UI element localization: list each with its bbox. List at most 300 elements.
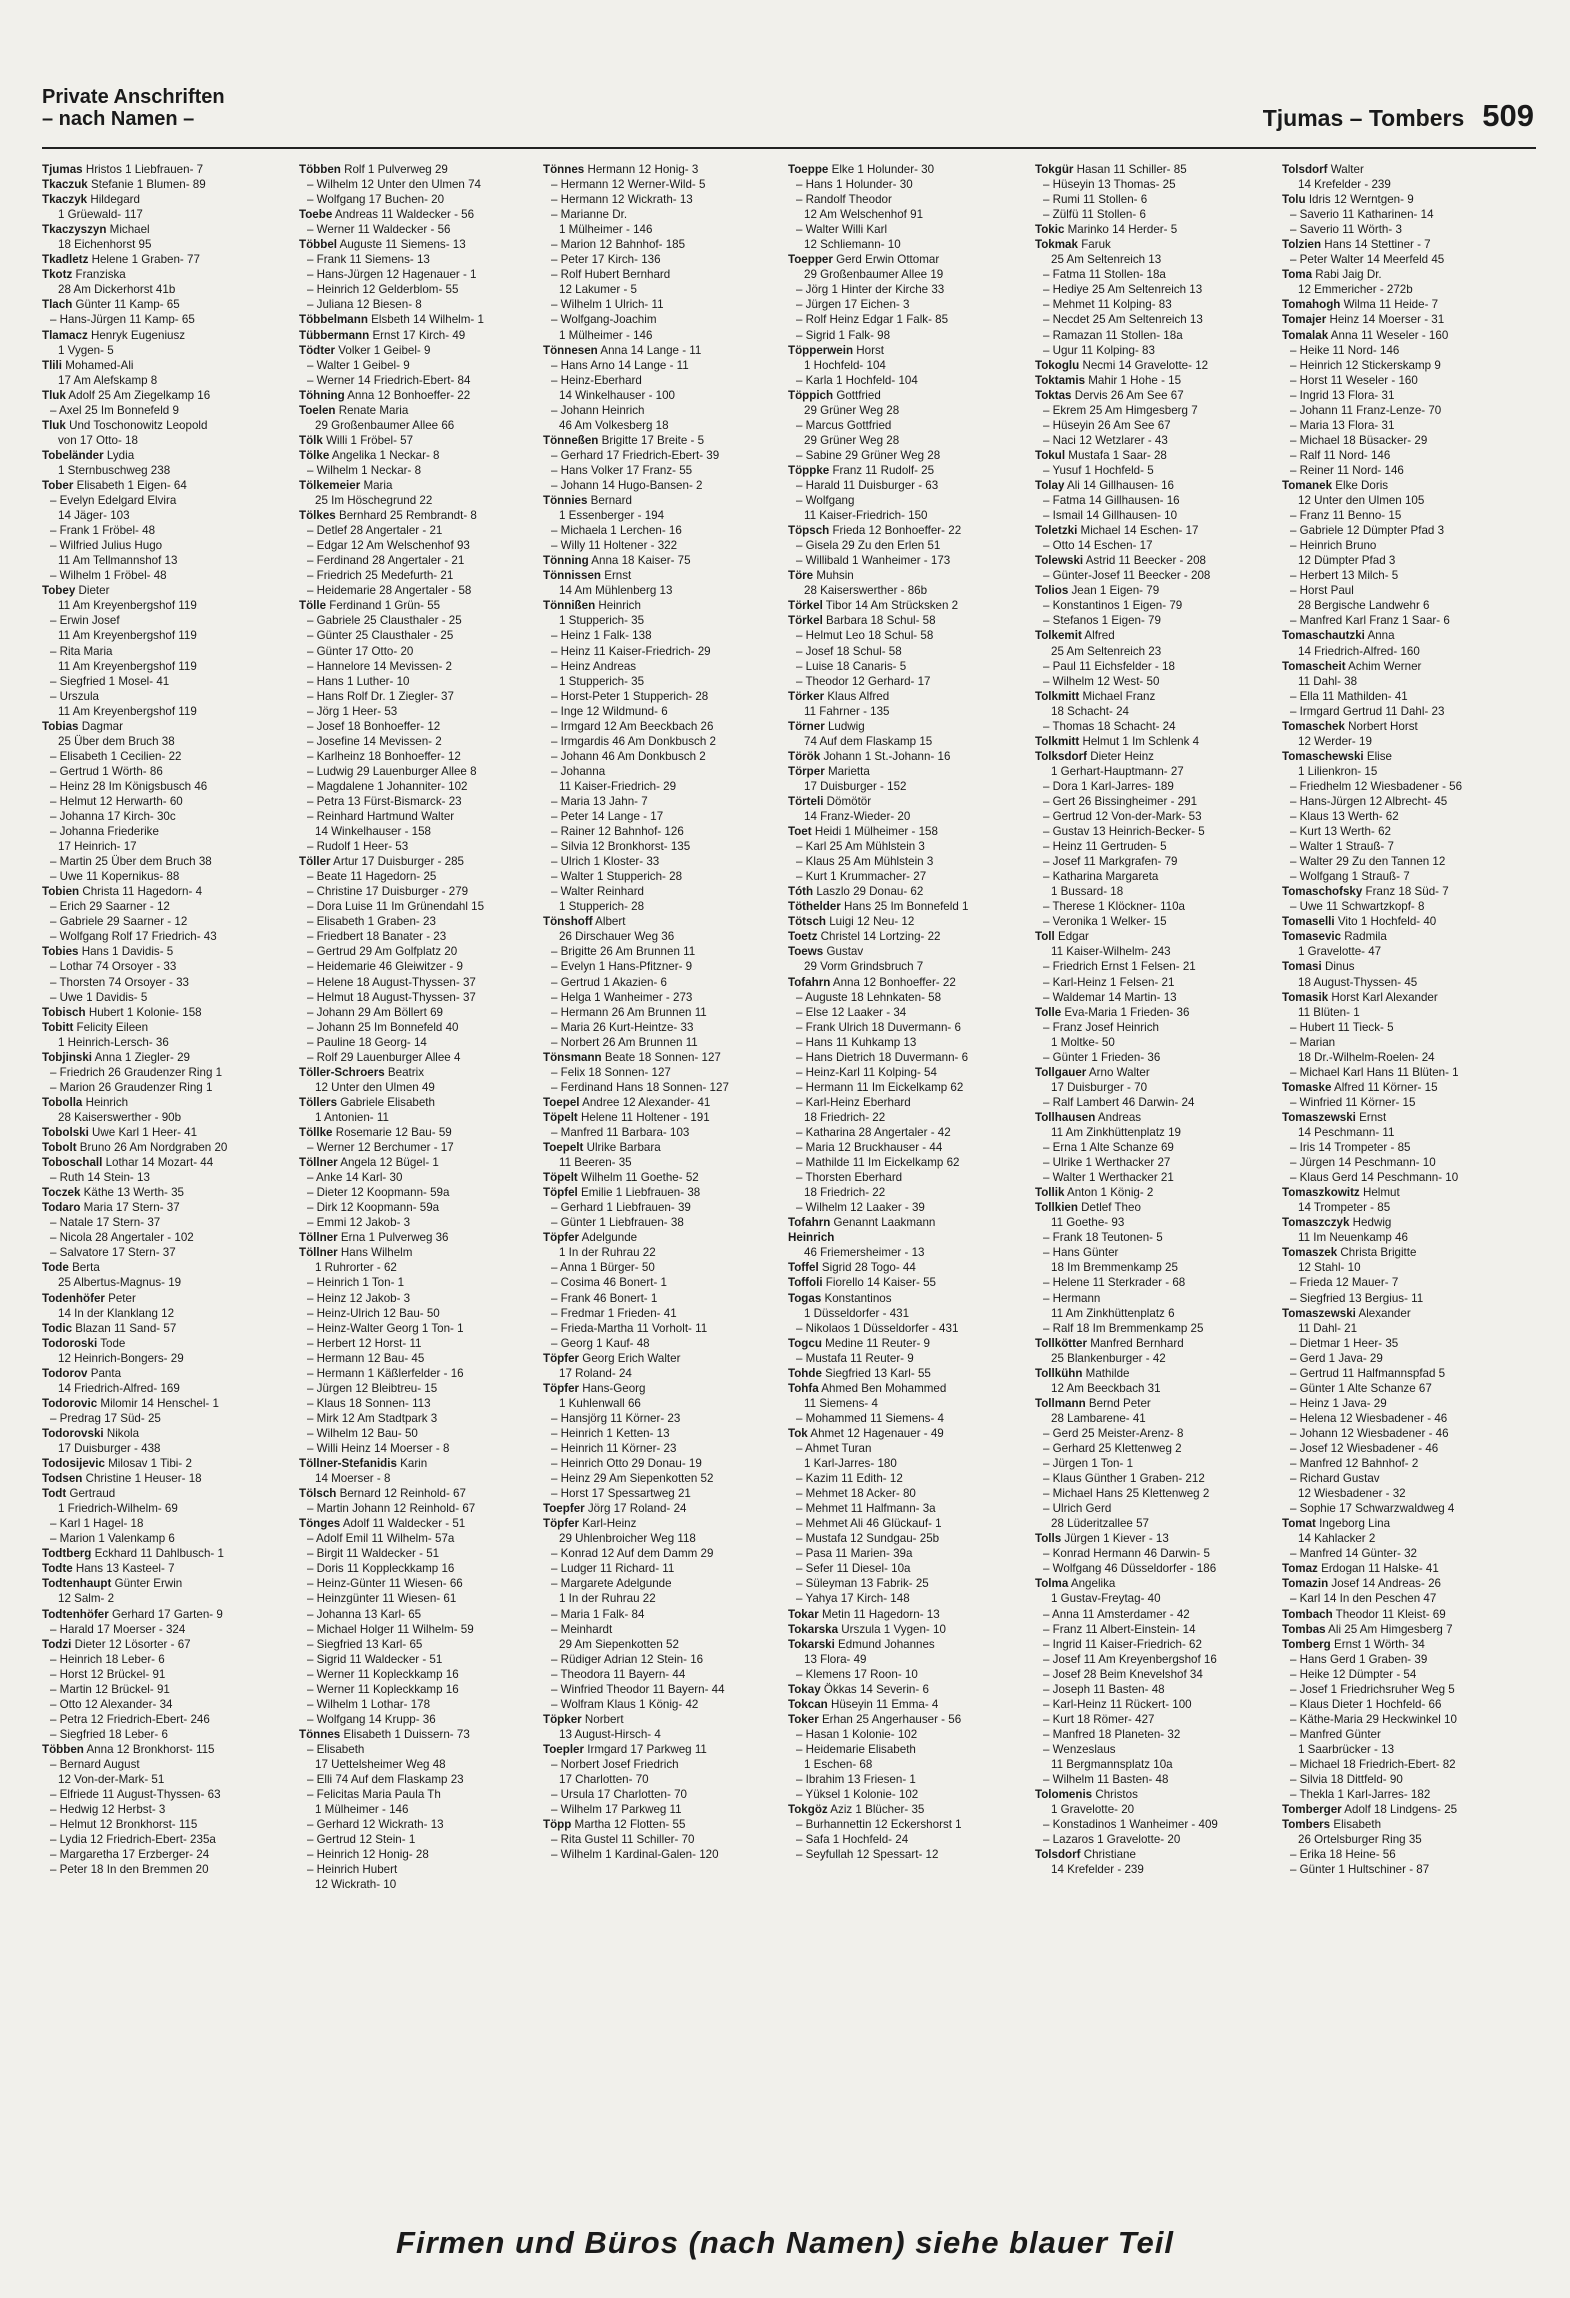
directory-entry: Tübbermann Ernst 17 Kirch- 49	[299, 328, 466, 342]
directory-entry: – Hasan 1 Kolonie- 102	[796, 1727, 918, 1741]
directory-entry: – Gert 26 Bissingheimer - 291	[1043, 794, 1198, 808]
directory-entry: – Wilhelm 12 Bau- 50	[307, 1426, 418, 1440]
directory-entry: – Peter 17 Kirch- 136	[551, 253, 661, 267]
section-title: Private Anschriften	[42, 86, 225, 108]
directory-entry: Tönnes Hermann 12 Honig- 3	[543, 163, 699, 176]
directory-entry: – Fatma 11 Stollen- 18a	[1043, 268, 1166, 282]
directory-entry: 11 Kaiser-Wilhelm- 243	[1051, 945, 1171, 959]
surname: Todorovic	[42, 1396, 98, 1410]
directory-entry: Tolksdorf Dieter Heinz	[1035, 749, 1154, 763]
surname: Tolay	[1035, 478, 1065, 492]
directory-entry: – Karla 1 Hochfeld- 104	[796, 373, 918, 387]
directory-entry: – Seyfullah 12 Spessart- 12	[796, 1848, 939, 1862]
directory-entry: 17 Am Alefskamp 8	[58, 373, 158, 387]
surname: Tönnies	[543, 494, 588, 508]
directory-entry: – Marian	[1290, 1035, 1336, 1049]
directory-entry: – Christine 17 Duisburger - 279	[307, 885, 469, 899]
directory-entry: Tjumas Hristos 1 Liebfrauen- 7	[42, 163, 204, 176]
directory-entry: Tokmak Faruk	[1035, 238, 1111, 252]
directory-entry: – Ferdinand 28 Angertaler - 21	[307, 554, 465, 568]
surname: Toktas	[1035, 388, 1072, 402]
directory-entry: Todaro Maria 17 Stern- 37	[42, 1201, 180, 1215]
surname: Tok	[788, 1426, 808, 1440]
directory-entry: – Gertrud 29 Am Golfplatz 20	[307, 945, 458, 959]
surname: Tolma	[1035, 1577, 1069, 1591]
directory-entry: Töthelder Hans 25 Im Bonnefeld 1	[788, 900, 969, 914]
directory-entry: – Richard Gustav	[1290, 1472, 1380, 1486]
directory-entry: – Thekla 1 Karl-Jarres- 182	[1290, 1788, 1431, 1802]
directory-entry: – Friedrich 25 Medefurth- 21	[307, 569, 454, 583]
directory-entry: – Josef 11 Am Kreyenbergshof 16	[1043, 1652, 1217, 1666]
directory-entry: 14 Moerser - 8	[315, 1472, 391, 1486]
directory-entry: Tokgür Hasan 11 Schiller- 85	[1035, 163, 1187, 176]
directory-entry: – Manfred Karl Franz 1 Saar- 6	[1290, 614, 1450, 628]
directory-entry: – Jürgen 1 Ton- 1	[1043, 1457, 1134, 1471]
surname: Tobjinski	[42, 1050, 93, 1064]
directory-entry: Törteli Dömötör	[788, 794, 872, 808]
directory-entry: 14 Kahlacker 2	[1298, 1532, 1376, 1546]
surname: Tolkmitt	[1035, 734, 1080, 748]
directory-entry: Todic Blazan 11 Sand- 57	[42, 1321, 177, 1335]
directory-entry: – Franz 11 Albert-Einstein- 14	[1043, 1622, 1196, 1636]
directory-entry: Tolomenis Christos	[1035, 1788, 1138, 1802]
directory-entry: – Hans Gerd 1 Graben- 39	[1290, 1652, 1428, 1666]
directory-entry: Többen Anna 12 Bronkhorst- 115	[42, 1742, 215, 1756]
directory-entry: – Dora 1 Karl-Jarres- 189	[1043, 779, 1174, 793]
directory-entry: – Friedrich Ernst 1 Felsen- 21	[1043, 960, 1196, 974]
directory-entry: 11 Am Tellmannshof 13	[58, 554, 178, 568]
directory-entry: – Ursula 17 Charlotten- 70	[551, 1788, 687, 1802]
directory-entry: – Gertrud 11 Halfmannspfad 5	[1290, 1366, 1446, 1380]
directory-entry: – Konstantinos 1 Eigen- 79	[1043, 599, 1183, 613]
directory-entry: – Petra 12 Friedrich-Ebert- 246	[50, 1712, 210, 1726]
surname: Tolkemit	[1035, 629, 1082, 643]
directory-entry: – Kazim 11 Edith- 12	[796, 1472, 903, 1486]
surname: Tölsch	[299, 1487, 337, 1501]
directory-entry: Tobias Dagmar	[42, 719, 123, 733]
directory-entry: 1 Stupperich- 28	[559, 900, 645, 914]
directory-entry: Tolu Idris 12 Werntgen- 9	[1282, 193, 1414, 207]
directory-entry: – Irmgard 12 Am Beeckbach 26	[551, 719, 714, 733]
directory-entry: Toet Heidi 1 Mülheimer - 158	[788, 825, 938, 839]
directory-entry: – Willibald 1 Wanheimer - 173	[796, 554, 951, 568]
directory-entry: 11 Blüten- 1	[1298, 1005, 1360, 1019]
directory-entry: – Margaretha 17 Erzberger- 24	[50, 1848, 210, 1862]
directory-entry: – Käthe-Maria 29 Heckwinkel 10	[1290, 1712, 1457, 1726]
directory-entry: Tölk Willi 1 Fröbel- 57	[299, 433, 414, 447]
surname: Tönning	[543, 554, 589, 568]
directory-entry: – Erwin Josef	[50, 614, 120, 628]
surname: Tollkühn	[1035, 1366, 1083, 1380]
directory-entry: – Gerhard 25 Klettenweg 2	[1043, 1441, 1182, 1455]
directory-entry: Töpfer Hans-Georg	[543, 1381, 646, 1395]
surname: Todte	[42, 1562, 73, 1576]
directory-entry: Toll Edgar	[1035, 930, 1089, 944]
directory-entry: – Emmi 12 Jakob- 3	[307, 1216, 411, 1230]
directory-entry: – Ahmet Turan	[796, 1441, 872, 1455]
directory-entry: – Gerhard 17 Friedrich-Ebert- 39	[551, 448, 720, 462]
directory-entry: – Wilhelm 1 Lothar- 178	[307, 1697, 431, 1711]
directory-entry: Todt Gertraud	[42, 1487, 116, 1501]
directory-entry: – Sefer 11 Diesel- 10a	[796, 1562, 911, 1576]
directory-entry: Töllner Angela 12 Bügel- 1	[299, 1156, 439, 1170]
surname: Tölkemeier	[299, 478, 361, 492]
directory-entry: 11 Fahrner - 135	[804, 704, 890, 718]
directory-entry: Töpperwein Horst	[788, 343, 884, 357]
directory-entry: 11 Im Neuenkamp 46	[1298, 1231, 1408, 1245]
directory-entry: – Klaus Dieter 1 Hochfeld- 66	[1290, 1697, 1442, 1711]
surname: Tombers	[1282, 1818, 1331, 1832]
surname: Tönnesen	[543, 343, 598, 357]
directory-entry: – Johanna Friederike	[50, 825, 159, 839]
directory-entry: – Heinz-Karl 11 Kolping- 54	[796, 1065, 937, 1079]
directory-entry: 1 Gravelotte- 20	[1051, 1803, 1135, 1817]
surname: Tollmann	[1035, 1396, 1086, 1410]
directory-entry: – Werner 14 Friedrich-Ebert- 84	[307, 373, 471, 387]
directory-entry: Tönnissen Ernst	[543, 569, 632, 583]
surname: Tomascheit	[1282, 659, 1346, 673]
surname: Töpelt	[543, 1110, 578, 1124]
directory-entry: – Urszula	[50, 689, 99, 703]
directory-entry: – Günter 25 Clausthaler - 25	[307, 629, 454, 643]
directory-entry: – Heinrich Bruno	[1290, 539, 1377, 553]
directory-entry: – Georg 1 Kauf- 48	[551, 1336, 650, 1350]
directory-entry: – Wilhelm 1 Neckar- 8	[307, 463, 422, 477]
directory-entry: – Uwe 1 Davidis- 5	[50, 990, 148, 1004]
directory-entry: 14 Jäger- 103	[58, 509, 130, 523]
directory-entry: Tomat Ingeborg Lina	[1282, 1517, 1391, 1531]
directory-entry: – Heinrich 12 Stickerskamp 9	[1290, 358, 1441, 372]
directory-entry: – Marion 12 Bahnhof- 185	[551, 238, 686, 252]
directory-entry: – Hansjörg 11 Körner- 23	[551, 1411, 681, 1425]
directory-entry: Toker Erhan 25 Angerhauser - 56	[788, 1712, 962, 1726]
directory-entry: – Johann Heinrich	[551, 403, 645, 417]
directory-entry: Tomasevic Radmila	[1282, 930, 1387, 944]
directory-entry: 11 Kaiser-Friedrich- 29	[559, 779, 677, 793]
surname: Tokarski	[788, 1637, 835, 1651]
directory-entry: – Paul 11 Eichsfelder - 18	[1043, 659, 1175, 673]
surname: Tolzien	[1282, 238, 1322, 252]
directory-entry: – Doris 11 Koppleckkamp 16	[307, 1562, 455, 1576]
directory-entry: – Mehmet Ali 46 Glückauf- 1	[796, 1517, 942, 1531]
directory-column	[42, 162, 282, 2177]
directory-entry: – Helmut Leo 18 Schul- 58	[796, 629, 934, 643]
directory-entry: – Otto 12 Alexander- 34	[50, 1697, 173, 1711]
surname: Tokay	[788, 1682, 821, 1696]
surname: Töllers	[299, 1095, 338, 1109]
directory-entry: – Walter Reinhard	[551, 885, 645, 899]
directory-entry: – Naci 12 Wetzlarer - 43	[1043, 433, 1168, 447]
surname: Tobeländer	[42, 448, 104, 462]
directory-entry: – Fatma 14 Gillhausen- 16	[1043, 494, 1180, 508]
directory-entry: Tomaschek Norbert Horst	[1282, 719, 1418, 733]
directory-entry: – Wilhelm 11 Basten- 48	[1043, 1773, 1169, 1787]
directory-entry: – Martin Johann 12 Reinhold- 67	[307, 1502, 476, 1516]
directory-entry: – Gabriele 25 Clausthaler - 25	[307, 614, 462, 628]
directory-column	[299, 162, 539, 2177]
directory-entry: 12 Wiesbadener - 32	[1298, 1487, 1406, 1501]
directory-entry: Tomaschofsky Franz 18 Süd- 7	[1282, 885, 1449, 899]
directory-columns	[42, 162, 1537, 2177]
directory-entry: 13 August-Hirsch- 4	[559, 1727, 661, 1741]
directory-entry: 18 August-Thyssen- 45	[1298, 975, 1418, 989]
directory-entry: Tokarski Edmund Johannes	[788, 1637, 935, 1651]
directory-entry: – Michael Holger 11 Wilhelm- 59	[307, 1622, 474, 1636]
directory-entry: – Ferdinand Hans 18 Sonnen- 127	[551, 1080, 729, 1094]
directory-entry: – Erich 29 Saarner - 12	[50, 900, 170, 914]
directory-entry: Tölke Angelika 1 Neckar- 8	[299, 448, 440, 462]
surname: Tönnes	[299, 1727, 341, 1741]
directory-entry: Tolzien Hans 14 Stettiner - 7	[1282, 238, 1431, 252]
directory-entry: Tomaselli Vito 1 Hochfeld- 40	[1282, 915, 1437, 929]
directory-entry: – Nicola 28 Angertaler - 102	[50, 1231, 194, 1245]
directory-entry: – Günter-Josef 11 Beecker - 208	[1043, 569, 1211, 583]
directory-entry: Toepfer Jörg 17 Roland- 24	[543, 1502, 687, 1516]
directory-entry: 17 Uettelsheimer Weg 48	[315, 1757, 446, 1771]
surname: Tomaske	[1282, 1080, 1332, 1094]
surname: Többen	[42, 1742, 84, 1756]
directory-entry: – Harald 17 Moerser - 324	[50, 1622, 186, 1636]
directory-entry: – Helga 1 Wanheimer - 273	[551, 990, 693, 1004]
directory-entry: Todzi Dieter 12 Lösorter - 67	[42, 1637, 191, 1651]
directory-entry: – Heinz 11 Kaiser-Friedrich- 29	[551, 644, 711, 658]
directory-entry: Toepler Irmgard 17 Parkweg 11	[543, 1742, 707, 1756]
directory-entry: 18 Schacht- 24	[1051, 704, 1129, 718]
directory-entry: 29 Großenbaumer Allee 66	[315, 418, 455, 432]
directory-entry: – Jürgen 17 Eichen- 3	[796, 298, 910, 312]
surname: Tkaczyk	[42, 193, 88, 207]
directory-entry: – Heinrich Otto 29 Donau- 19	[551, 1457, 702, 1471]
directory-entry: Tombas Ali 25 Am Himgesberg 7	[1282, 1622, 1453, 1636]
directory-entry: – Klemens 17 Roon- 10	[796, 1667, 918, 1681]
surname: Tokcan	[788, 1697, 828, 1711]
directory-entry: – Erna 1 Alte Schanze 69	[1043, 1141, 1174, 1155]
surname: Tjumas	[42, 163, 83, 176]
directory-entry: 12 Unter den Ulmen 49	[315, 1080, 435, 1094]
directory-entry: – Peter 18 In den Bremmen 20	[50, 1863, 209, 1877]
directory-entry: Tode Berta	[42, 1261, 100, 1275]
directory-entry: Tönnißen Heinrich	[543, 599, 641, 613]
directory-entry: – Willi Heinz 14 Moerser - 8	[307, 1441, 450, 1455]
directory-entry: – Harald 11 Duisburger - 63	[796, 478, 939, 492]
directory-entry: Toktas Dervis 26 Am See 67	[1035, 388, 1184, 402]
directory-entry: – Manfred 18 Planeten- 32	[1043, 1727, 1181, 1741]
directory-entry: Tomaz Erdogan 11 Halske- 41	[1282, 1562, 1439, 1576]
directory-entry: – Heinrich 12 Gelderblom- 55	[307, 283, 459, 297]
directory-entry: Tokul Mustafa 1 Saar- 28	[1035, 448, 1167, 462]
surname: Tomaszkowitz	[1282, 1186, 1360, 1200]
directory-entry: Todorov Panta	[42, 1366, 122, 1380]
directory-entry: 1 Stupperich- 35	[559, 614, 645, 628]
directory-entry: 46 Friemersheimer - 13	[804, 1246, 925, 1260]
directory-entry: Tolsdorf Christiane	[1035, 1848, 1136, 1862]
directory-entry: – Ingrid 13 Flora- 31	[1290, 388, 1395, 402]
directory-entry: – Frieda-Martha 11 Vorholt- 11	[551, 1321, 708, 1335]
directory-entry: – Wilhelm 12 West- 50	[1043, 674, 1160, 688]
directory-column	[1035, 162, 1275, 2177]
surname: Tombach	[1282, 1607, 1333, 1621]
directory-entry: – Gertrud 12 Von-der-Mark- 53	[1043, 810, 1202, 824]
directory-entry: Toktamis Mahir 1 Hohe - 15	[1035, 373, 1182, 387]
directory-entry: – Heinz-Walter Georg 1 Ton- 1	[307, 1321, 464, 1335]
directory-entry: Tokarska Urszula 1 Vygen- 10	[788, 1622, 946, 1636]
directory-entry: – Mohammed 11 Siemens- 4	[796, 1411, 944, 1425]
directory-entry: – Gabriele 29 Saarner - 12	[50, 915, 188, 929]
directory-entry: – Ruth 14 Stein- 13	[50, 1171, 150, 1185]
directory-entry: 11 Am Kreyenbergshof 119	[58, 659, 197, 673]
directory-entry: – Heike 12 Dümpter - 54	[1290, 1667, 1417, 1681]
surname: Tokoglu	[1035, 358, 1080, 372]
surname: Tölke	[299, 448, 330, 462]
directory-entry: Tokay Ökkas 14 Severin- 6	[788, 1682, 929, 1696]
surname: Tobias	[42, 719, 79, 733]
directory-entry: 1 Mülheimer - 146	[315, 1803, 409, 1817]
directory-entry: Toews Gustav	[788, 945, 864, 959]
surname: Török	[788, 749, 821, 763]
directory-entry: – Hermann 26 Am Brunnen 11	[551, 1005, 707, 1019]
directory-entry: 29 Grüner Weg 28	[804, 433, 900, 447]
surname: Tokarska	[788, 1622, 839, 1636]
directory-entry: Tomajer Heinz 14 Moerser - 31	[1282, 313, 1445, 327]
surname: Törner	[788, 719, 825, 733]
directory-entry: Töpfer Karl-Heinz	[543, 1517, 637, 1531]
directory-entry: – Hannelore 14 Mevissen- 2	[307, 659, 453, 673]
directory-entry: – Günter 1 Hultschiner - 87	[1290, 1863, 1430, 1877]
directory-entry: 1 Mülheimer - 146	[559, 223, 653, 237]
directory-entry: – Wolfgang 1 Strauß- 7	[1290, 870, 1410, 884]
surname: Tober	[42, 478, 74, 492]
directory-entry: – Ulrich Gerd	[1043, 1502, 1112, 1516]
directory-entry: – Siegfried 18 Leber- 6	[50, 1727, 168, 1741]
directory-entry: Toboschall Lothar 14 Mozart- 44	[42, 1156, 214, 1170]
surname: Tobolt	[42, 1141, 77, 1155]
directory-entry: 25 Im Höschegrund 22	[315, 494, 433, 508]
directory-entry: – Silvia 18 Dittfeld- 90	[1290, 1773, 1403, 1787]
surname: Toll	[1035, 930, 1055, 944]
directory-entry: Töllner-Stefanidis Karin	[299, 1457, 428, 1471]
directory-entry: – Hans 1 Holunder- 30	[796, 178, 913, 192]
directory-entry: 25 Am Seltenreich 23	[1051, 644, 1162, 658]
surname: Todaro	[42, 1201, 81, 1215]
directory-entry: Töpfer Adelgunde	[543, 1231, 638, 1245]
directory-entry: – Walter 1 Werthacker 21	[1043, 1171, 1174, 1185]
directory-entry: – Cosima 46 Bonert- 1	[551, 1276, 667, 1290]
directory-entry: Toeppe Elke 1 Holunder- 30	[788, 163, 935, 176]
directory-entry: 11 Siemens- 4	[804, 1396, 878, 1410]
directory-entry: – Johann 25 Im Bonnefeld 40	[307, 1020, 459, 1034]
directory-entry: 1 Stupperich- 35	[559, 674, 645, 688]
directory-entry: – Frank 1 Fröbel- 48	[50, 524, 156, 538]
surname: Heinrich	[788, 1231, 835, 1245]
directory-entry: – Hans-Jürgen 11 Kamp- 65	[50, 313, 195, 327]
directory-entry: – Sigrid 1 Falk- 98	[796, 328, 891, 342]
directory-entry: Tluk Adolf 25 Am Ziegelkamp 16	[42, 388, 211, 402]
surname: Tkadletz	[42, 253, 89, 267]
surname: Tomaszek	[1282, 1246, 1338, 1260]
directory-entry: 12 Von-der-Mark- 51	[58, 1773, 165, 1787]
directory-entry: Tollkötter Manfred Bernhard	[1035, 1336, 1184, 1350]
directory-entry: 17 Duisburger - 70	[1051, 1080, 1148, 1094]
directory-entry: 11 Am Kreyenbergshof 119	[58, 599, 197, 613]
directory-entry: 26 Dirschauer Weg 36	[559, 930, 675, 944]
directory-entry: – Winfried 11 Körner- 15	[1290, 1095, 1416, 1109]
surname: Tkaczyszyn	[42, 223, 107, 237]
surname: Tokar	[788, 1607, 819, 1621]
directory-entry: – Horst 17 Spessartweg 21	[551, 1487, 691, 1501]
directory-entry: – Reinhard Hartmund Walter	[307, 810, 455, 824]
directory-entry: Töllke Rosemarie 12 Bau- 59	[299, 1126, 452, 1139]
directory-entry: Tluk Und Toschonowitz Leopold	[42, 418, 208, 432]
directory-entry: Töpp Martha 12 Flotten- 55	[543, 1818, 686, 1832]
directory-entry: – Irmgardis 46 Am Donkbusch 2	[551, 734, 716, 748]
directory-entry: – Otto 14 Eschen- 17	[1043, 539, 1153, 553]
directory-entry: – Siegfried 1 Mosel- 41	[50, 674, 170, 688]
directory-entry: – Hans Volker 17 Franz- 55	[551, 463, 693, 477]
directory-entry: – Ibrahim 13 Friesen- 1	[796, 1773, 916, 1787]
surname: Töllner	[299, 1231, 338, 1245]
directory-entry: – Wolfgang 46 Düsseldorfer - 186	[1043, 1562, 1217, 1576]
surname: Togas	[788, 1291, 822, 1305]
surname: Tölk	[299, 433, 323, 447]
directory-entry: Tolkmitt Helmut 1 Im Schlenk 4	[1035, 734, 1200, 748]
directory-entry: Tobolski Uwe Karl 1 Heer- 41	[42, 1126, 198, 1139]
surname: Tolios	[1035, 584, 1069, 598]
directory-entry: Töllner Hans Wilhelm	[299, 1246, 413, 1260]
directory-entry: Tomasi Dinus	[1282, 960, 1355, 974]
directory-entry: – Ingrid 11 Kaiser-Friedrich- 62	[1043, 1637, 1202, 1651]
directory-entry: – Mehmet 11 Kolping- 83	[1043, 298, 1172, 312]
directory-entry: 14 Winkelhauser - 158	[315, 825, 431, 839]
directory-entry: – Juliana 12 Biesen- 8	[307, 298, 422, 312]
directory-entry: – Josef 18 Bonhoeffer- 12	[307, 719, 441, 733]
surname: Tomasevic	[1282, 930, 1342, 944]
directory-entry: – Johann 14 Hugo-Bansen- 2	[551, 478, 703, 492]
directory-entry: Tohfa Ahmed Ben Mohammed	[788, 1381, 947, 1395]
directory-entry: – Waldemar 14 Martin- 13	[1043, 990, 1177, 1004]
directory-entry: – Brigitte 26 Am Brunnen 11	[551, 945, 696, 959]
directory-entry: Tollkühn Mathilde	[1035, 1366, 1130, 1380]
directory-entry: – Rolf Heinz Edgar 1 Falk- 85	[796, 313, 949, 327]
directory-entry: Tobolt Bruno 26 Am Nordgraben 20	[42, 1141, 228, 1155]
surname: Toepel	[543, 1095, 580, 1109]
directory-entry: – Helena 12 Wiesbadener - 46	[1290, 1411, 1448, 1425]
directory-entry: Tomberg Ernst 1 Wörth- 34	[1282, 1637, 1425, 1651]
directory-entry: – Ralf 11 Nord- 146	[1290, 448, 1391, 462]
directory-entry: – Willy 11 Holtener - 322	[551, 539, 678, 553]
directory-entry: – Burhannettin 12 Eckershorst 1	[796, 1818, 962, 1832]
directory-entry: – Ludwig 29 Lauenburger Allee 8	[307, 764, 477, 778]
directory-entry: – Kurt 18 Römer- 427	[1043, 1712, 1155, 1726]
directory-entry: Todenhöfer Peter	[42, 1291, 136, 1305]
directory-entry: 12 Lakumer - 5	[559, 283, 637, 297]
surname: Todorov	[42, 1366, 88, 1380]
directory-entry: – Werner 11 Kopleckkamp 16	[307, 1682, 459, 1696]
directory-entry: – Margarete Adelgunde	[551, 1577, 672, 1591]
directory-entry: – Elisabeth	[307, 1742, 365, 1756]
directory-entry: 12 Am Beeckbach 31	[1051, 1381, 1161, 1395]
surname: Töpperwein	[788, 343, 854, 357]
directory-entry: – Heinrich 18 Leber- 6	[50, 1652, 165, 1666]
directory-entry: – Heinrich 12 Honig- 28	[307, 1848, 429, 1862]
surname: Toetz	[788, 930, 818, 944]
directory-entry: – Siegfried 13 Bergius- 11	[1290, 1291, 1424, 1305]
surname: Toelen	[299, 403, 336, 417]
surname: Tölle	[299, 599, 327, 613]
directory-entry: – Friedbert 18 Banater - 23	[307, 930, 447, 944]
surname: Tomberger	[1282, 1803, 1342, 1817]
surname: Töre	[788, 569, 814, 583]
directory-entry: Tomberger Adolf 18 Lindgens- 25	[1282, 1803, 1458, 1817]
